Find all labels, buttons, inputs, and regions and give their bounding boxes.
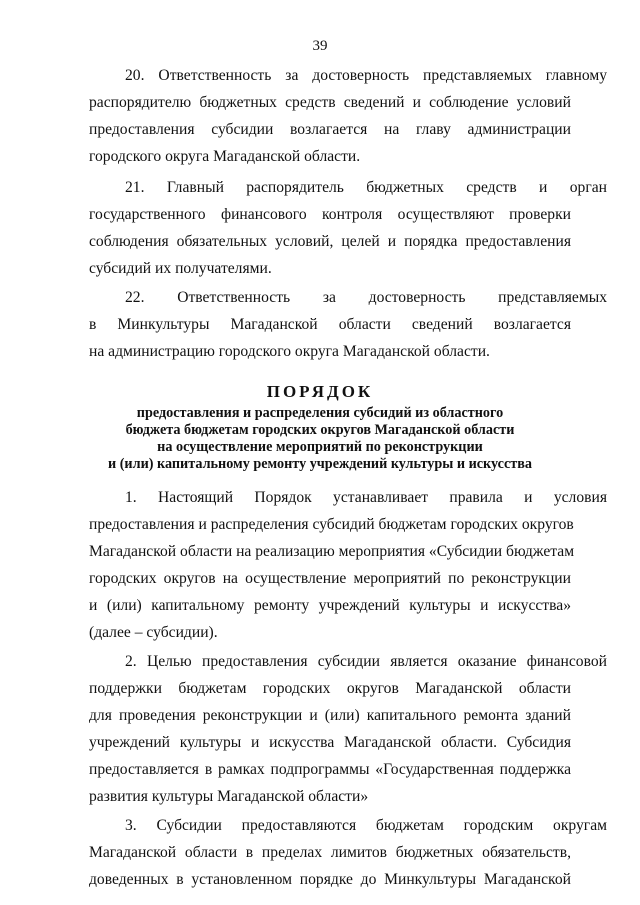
text-line: (далее – субсидии). <box>89 624 218 641</box>
text-line: предоставляется в рамках подпрограммы «Государственная поддержка <box>89 761 571 778</box>
page-number: 39 <box>312 38 328 54</box>
section-subtitle-line: на осуществление мероприятий по реконструкции <box>157 439 483 455</box>
text-line: 21. Главный распорядитель бюджетных средств и орган <box>125 179 607 196</box>
text-line: 22. Ответственность за достоверность представляемых <box>125 289 607 306</box>
text-line: в Минкультуры Магаданской области сведений возлагается <box>89 316 571 333</box>
text-line: развития культуры Магаданской области» <box>89 788 369 805</box>
section-subtitle-line: бюджета бюджетам городских округов Магаданской области <box>125 422 515 438</box>
text-line: городских округов на осуществление мероприятий по реконструкции <box>89 570 571 587</box>
text-line: распорядителю бюджетных средств сведений и соблюдение условий <box>89 94 571 111</box>
text-line: доведенных в установленном порядке до Минкультуры Магаданской <box>89 871 571 888</box>
text-line: Магаданской области в пределах лимитов бюджетных обязательств, <box>89 844 571 861</box>
text-line: и (или) капитальному ремонту учреждений культуры и искусства» <box>89 597 571 614</box>
text-line: 20. Ответственность за достоверность представляемых главному <box>125 67 607 84</box>
text-line: Магаданской области на реализацию мероприятия «Субсидии бюджетам <box>89 543 575 560</box>
text-line: предоставления субсидии возлагается на главу администрации <box>89 121 571 138</box>
text-line: соблюдения обязательных условий, целей и порядка предоставления <box>89 233 571 250</box>
text-line: поддержки бюджетам городских округов Магаданской области <box>89 680 571 697</box>
text-line: для проведения реконструкции и (или) капитального ремонта зданий <box>89 707 571 724</box>
section-title: ПОРЯДОК <box>266 382 374 401</box>
text-line: на администрацию городского округа Магаданской области. <box>89 343 490 360</box>
text-line: 2. Целью предоставления субсидии является оказание финансовой <box>125 653 607 670</box>
text-line: государственного финансового контроля осуществляют проверки <box>89 206 571 223</box>
text-line: 1. Настоящий Порядок устанавливает правила и условия <box>125 489 607 506</box>
text-line: городского округа Магаданской области. <box>89 148 361 165</box>
text-line: учреждений культуры и искусства Магаданской области. Субсидия <box>89 734 571 751</box>
text-line: предоставления и распределения субсидий бюджетам городских округов <box>89 516 574 533</box>
text-line: 3. Субсидии предоставляются бюджетам городским округам <box>125 817 607 834</box>
section-subtitle-line: предоставления и распределения субсидий из областного <box>136 405 504 421</box>
text-line: субсидий их получателями. <box>89 260 272 277</box>
section-subtitle-line: и (или) капитальному ремонту учреждений культуры и искусства <box>107 456 532 472</box>
